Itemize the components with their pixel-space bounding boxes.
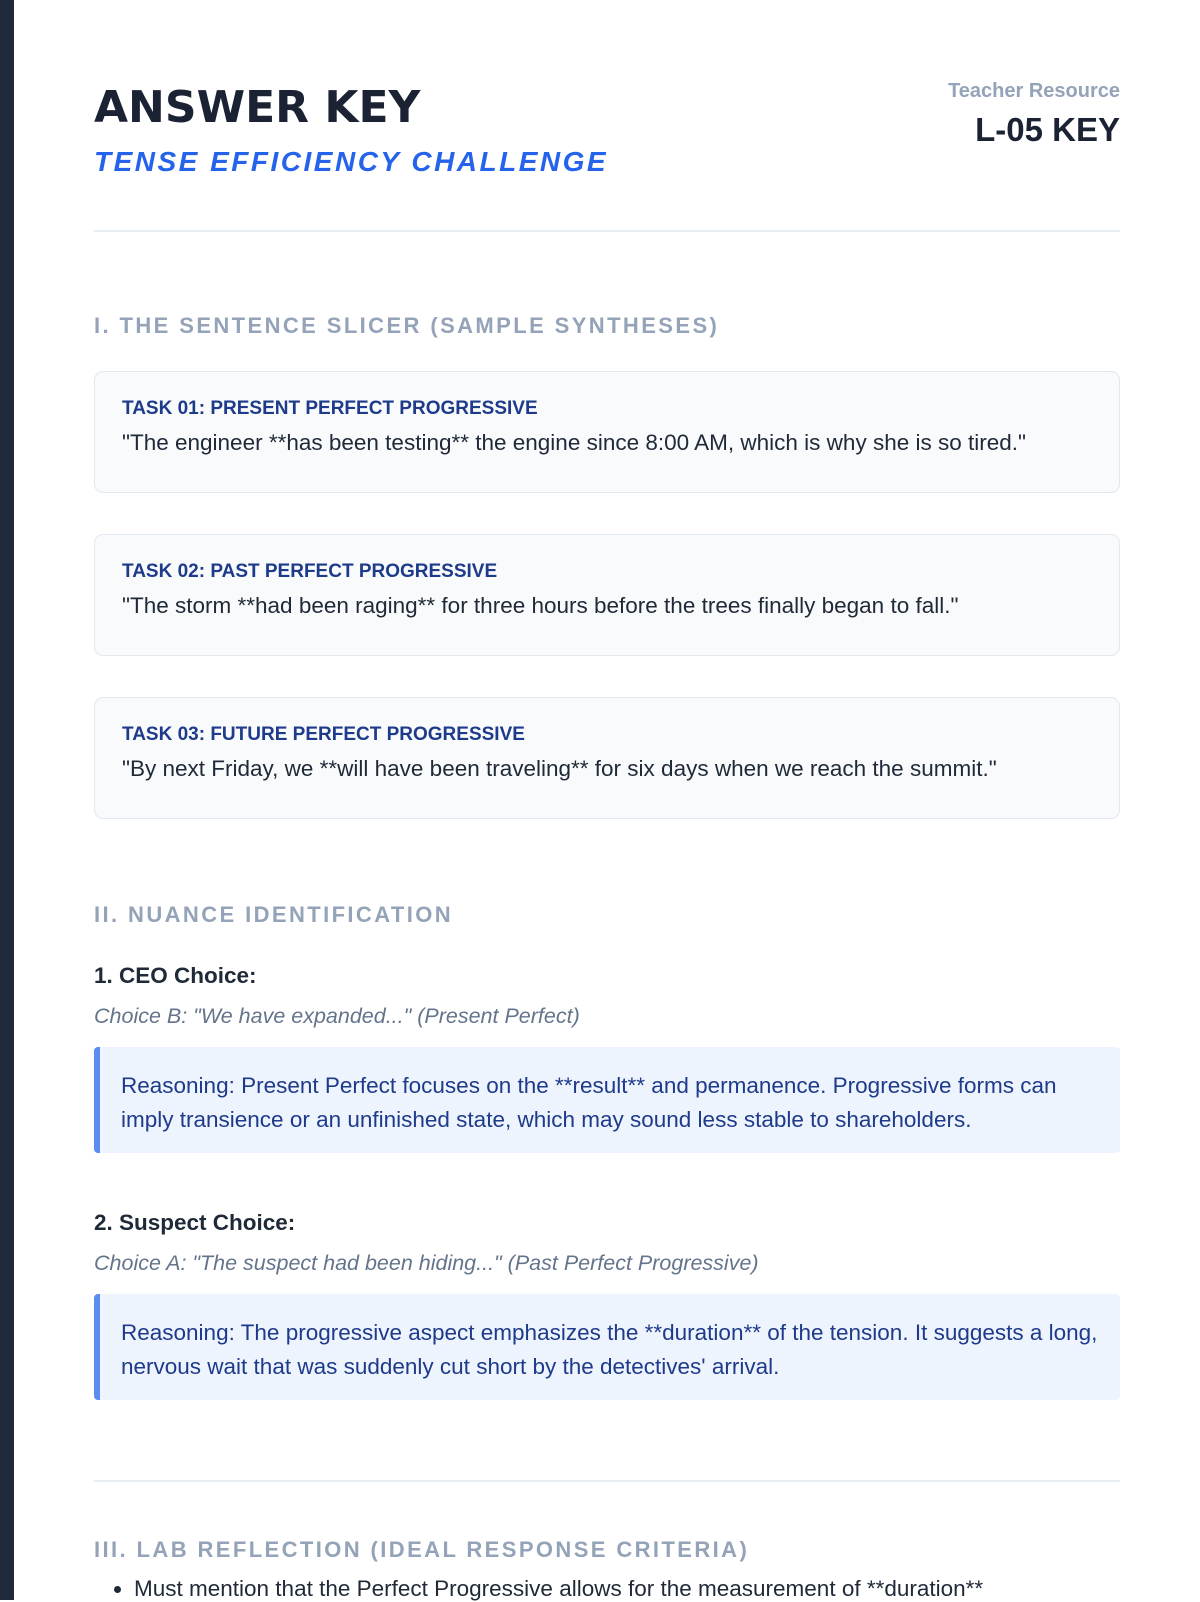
section-heading-nuance: II. NUANCE IDENTIFICATION (94, 902, 454, 927)
left-accent-bar (0, 0, 14, 1600)
answer-key-page (94, 0, 1120, 1601)
task-card (94, 371, 1120, 493)
choice-title: 1. CEO Choice: (94, 963, 257, 988)
resource-block (948, 80, 1120, 149)
task-sentence: "By next Friday, we **will have been traveling** for six days when we reach the summit." (122, 756, 997, 781)
task-label: TASK 01: PRESENT PERFECT PROGRESSIVE (122, 398, 538, 419)
reasoning-box: Reasoning: Present Perfect focuses on the **result** and permanence. Progressive forms can imply transience or an unfinished state, which may sound less stable to shareholders. (94, 1047, 1120, 1153)
choice-title: 2. Suspect Choice: (94, 1210, 296, 1235)
resource-code: L-05 KEY (975, 111, 1120, 148)
section-heading-sentence-slicer: I. THE SENTENCE SLICER (SAMPLE SYNTHESES) (94, 313, 720, 338)
choice-answer: Choice A: "The suspect had been hiding..." (Past Perfect Progressive) (94, 1251, 759, 1275)
section-heading-lab-reflection: III. LAB REFLECTION (IDEAL RESPONSE CRITERIA) (94, 1537, 750, 1562)
page-header (94, 0, 1120, 232)
task-card (94, 534, 1120, 656)
task-card (94, 697, 1120, 819)
page-title: ANSWER KEY (94, 82, 421, 133)
task-sentence: "The storm **had been raging** for three hours before the trees finally began to fall." (122, 593, 959, 618)
resource-label: Teacher Resource (948, 80, 1120, 102)
reasoning-box: Reasoning: The progressive aspect emphasizes the **duration** of the tension. It suggests a long, nervous wait that was suddenly cut short by the detectives' arrival. (94, 1294, 1120, 1400)
criteria-list (94, 1576, 983, 1602)
task-label: TASK 02: PAST PERFECT PROGRESSIVE (122, 561, 498, 582)
list-item: • Must mention that the Perfect Progressive allows for the measurement of **duration** (134, 1576, 983, 1602)
task-sentence: "The engineer **has been testing** the engine since 8:00 AM, which is why she is so tired." (122, 430, 1026, 455)
section-divider (94, 1480, 1120, 1482)
choice-answer: Choice B: "We have expanded..." (Present Perfect) (94, 1004, 580, 1028)
task-label: TASK 03: FUTURE PERFECT PROGRESSIVE (122, 724, 525, 745)
page-subtitle: TENSE EFFICIENCY CHALLENGE (94, 146, 609, 177)
